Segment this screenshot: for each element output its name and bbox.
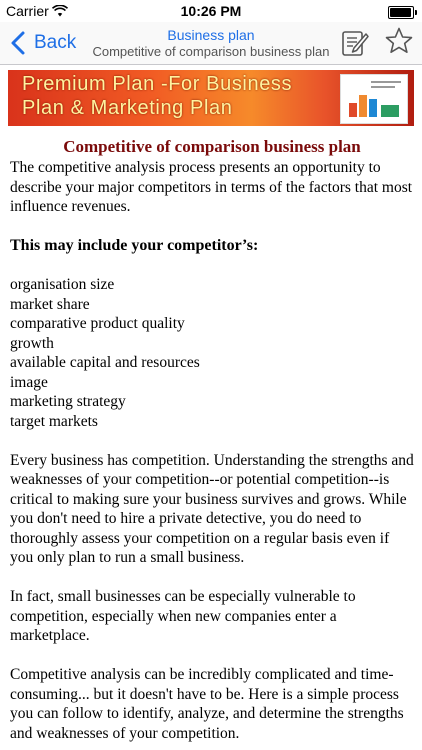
list-item: image xyxy=(10,373,48,391)
carrier-label: Carrier xyxy=(6,3,49,19)
star-icon xyxy=(384,26,414,56)
favorite-button[interactable] xyxy=(384,26,414,56)
chevron-left-icon xyxy=(8,30,30,56)
competitor-factor-list xyxy=(10,275,414,431)
clock: 10:26 PM xyxy=(180,3,242,19)
page-title: Business plan xyxy=(167,27,255,43)
paragraph-small-business: In fact, small businesses can be especially vulnerable to competition, especially when new companies enter a marketplace. xyxy=(10,588,356,644)
battery-icon xyxy=(388,6,414,19)
banner-thumbnail xyxy=(340,74,408,124)
battery-fill xyxy=(390,8,411,17)
list-item: target markets xyxy=(10,412,98,430)
list-item: market share xyxy=(10,295,90,313)
back-button[interactable] xyxy=(8,30,76,56)
list-item: available capital and resources xyxy=(10,354,200,371)
nav-title xyxy=(80,27,342,60)
paragraph-process: Competitive analysis can be incredibly complicated and time-consuming... but it doesn't have to be. Here is a simple process you can follow to identify, analyze, and determine the strengths and weaknesses of your competition. xyxy=(10,666,404,742)
status-bar xyxy=(0,0,422,22)
premium-plan-banner[interactable] xyxy=(8,70,414,126)
notes-button[interactable] xyxy=(340,28,370,58)
intro-paragraph: The competitive analysis process presents an opportunity to describe your major competitors in terms of the factors that most influence revenues. xyxy=(10,159,413,215)
list-item: marketing strategy xyxy=(10,393,126,410)
article-heading: Competitive of comparison business plan xyxy=(63,137,361,156)
banner-text: Premium Plan -For Business Plan & Marketing Plan xyxy=(22,73,293,119)
paragraph-competition: Every business has competition. Understanding the strengths and weaknesses of your competition--or potential competition--is critical to making sure your business survives and grows. While you don't need to hire a private detective, you do need to thoroughly assess your competition on a regular basis even if you only plan to run a small business. xyxy=(10,451,414,566)
navigation-bar xyxy=(0,22,422,65)
page-subtitle: Competitive of comparison business plan xyxy=(92,44,330,59)
list-item: comparative product quality xyxy=(10,315,185,332)
notes-edit-icon xyxy=(340,28,370,58)
article xyxy=(10,136,414,743)
list-item: organisation size xyxy=(10,276,115,293)
back-label: Back xyxy=(34,32,77,53)
list-item: growth xyxy=(10,334,54,352)
list-heading: This may include your competitor’s: xyxy=(10,237,259,254)
